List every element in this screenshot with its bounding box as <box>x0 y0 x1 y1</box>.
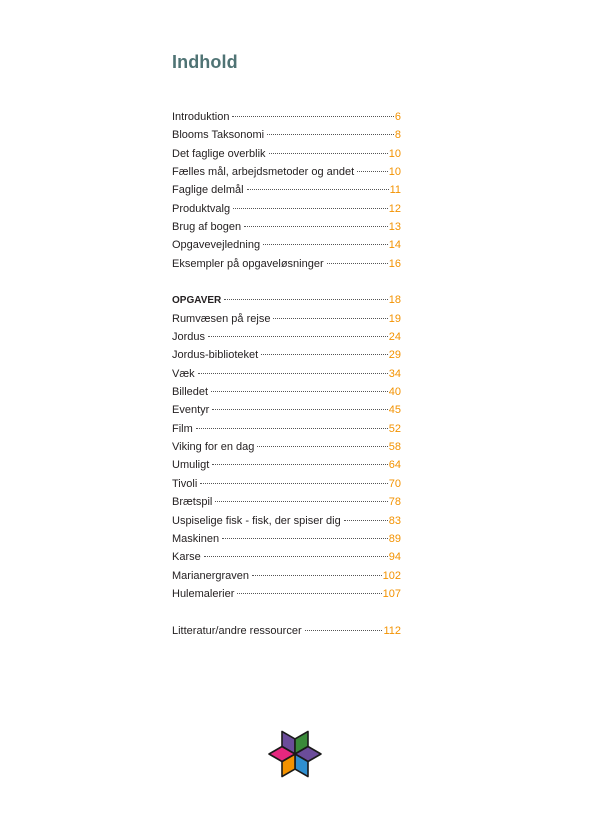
toc-entry-label: Væk <box>172 367 195 380</box>
toc-intro-group <box>172 108 401 273</box>
toc-entry-page: 13 <box>388 221 401 234</box>
toc-entry-page: 24 <box>388 331 401 344</box>
toc-entry-page: 19 <box>388 312 401 325</box>
dot-leader <box>224 299 387 300</box>
toc-entry[interactable] <box>172 255 401 273</box>
toc-entry-page: 107 <box>382 587 401 600</box>
toc-entry-page: 40 <box>388 386 401 399</box>
dot-leader <box>257 446 387 447</box>
toc-entry-page: 10 <box>388 166 401 179</box>
toc-entry[interactable] <box>172 145 401 163</box>
dot-leader <box>196 428 388 429</box>
toc-entry-page: 94 <box>388 551 401 564</box>
toc-entry-label: Umuligt <box>172 459 210 472</box>
toc-entry-label: Det faglige overblik <box>172 147 266 160</box>
toc-entry[interactable] <box>172 438 401 456</box>
toc-entry-label: Fælles mål, arbejdsmetoder og andet <box>172 166 355 179</box>
toc-tasks-group <box>172 291 401 603</box>
page-title: Indhold <box>172 52 238 72</box>
toc-entry-label: Brug af bogen <box>172 221 242 234</box>
dot-leader <box>215 501 387 502</box>
toc-entry-label: Brætspil <box>172 496 213 509</box>
toc-entry[interactable] <box>172 181 401 199</box>
dot-leader <box>212 464 387 465</box>
toc-entry-label: Introduktion <box>172 111 230 123</box>
toc-entry[interactable] <box>172 328 401 346</box>
toc-entry-page: 12 <box>388 202 401 215</box>
toc-entry-page: 89 <box>388 532 401 545</box>
toc-entry-page: 102 <box>382 569 401 582</box>
toc-entry-page: 16 <box>388 257 401 270</box>
dot-leader <box>247 189 389 190</box>
toc-entry-page: 6 <box>394 111 401 123</box>
toc-entry[interactable] <box>172 218 401 236</box>
dot-leader <box>211 391 388 392</box>
toc-entry[interactable] <box>172 310 401 328</box>
toc-entry[interactable] <box>172 163 401 181</box>
toc-entry[interactable] <box>172 401 401 419</box>
dot-leader <box>261 354 388 355</box>
dot-leader <box>208 336 388 337</box>
toc-section-heading[interactable] <box>172 291 401 309</box>
toc-section-label: OPGAVER <box>172 295 222 307</box>
toc-entry-label: Uspiselige fisk - fisk, der spiser dig <box>172 514 341 527</box>
toc-entry-label: Billedet <box>172 386 209 399</box>
toc-entry[interactable] <box>172 475 401 493</box>
dot-leader <box>233 208 388 209</box>
table-of-contents <box>172 108 401 640</box>
toc-entry-page: 70 <box>388 477 401 490</box>
dot-leader <box>222 538 388 539</box>
toc-entry-label: Jordus-biblioteket <box>172 349 259 362</box>
toc-entry-page: 52 <box>388 422 401 435</box>
dot-leader <box>327 263 388 264</box>
dot-leader <box>263 244 388 245</box>
toc-entry[interactable] <box>172 530 401 548</box>
dot-leader <box>344 520 388 521</box>
dot-leader <box>305 630 383 631</box>
toc-entry-label: Jordus <box>172 331 206 344</box>
toc-entry-page: 83 <box>388 514 401 527</box>
toc-entry-label: Hulemalerier <box>172 587 235 600</box>
toc-entry-label: Karse <box>172 551 201 564</box>
toc-entry-label: Viking for en dag <box>172 441 255 454</box>
toc-entry-page: 112 <box>383 624 401 637</box>
star-flower-logo-icon <box>262 724 328 784</box>
toc-entry[interactable] <box>172 346 401 364</box>
toc-entry-page: 34 <box>388 367 401 380</box>
toc-entry[interactable] <box>172 512 401 530</box>
toc-entry-page: 14 <box>388 239 401 252</box>
toc-entry[interactable] <box>172 548 401 566</box>
toc-entry[interactable] <box>172 567 401 585</box>
toc-entry-label: Faglige delmål <box>172 184 244 197</box>
toc-entry[interactable] <box>172 383 401 401</box>
toc-entry[interactable] <box>172 456 401 474</box>
toc-entry-page: 45 <box>388 404 401 417</box>
toc-entry-label: Eventyr <box>172 404 210 417</box>
toc-entry[interactable] <box>172 585 401 603</box>
toc-entry[interactable] <box>172 126 401 144</box>
toc-entry-label: Film <box>172 422 193 435</box>
dot-leader <box>237 593 381 594</box>
dot-leader <box>252 575 382 576</box>
toc-entry-page: 8 <box>394 129 401 142</box>
toc-entry-page: 18 <box>388 294 401 307</box>
toc-entry-label: Produktvalg <box>172 202 231 215</box>
toc-entry[interactable] <box>172 200 401 218</box>
dot-leader <box>232 116 393 117</box>
toc-entry-page: 29 <box>388 349 401 362</box>
toc-entry-label: Rumvæsen på rejse <box>172 312 271 325</box>
toc-entry-label: Opgavevejledning <box>172 239 261 252</box>
toc-entry[interactable] <box>172 622 401 640</box>
toc-entry[interactable] <box>172 236 401 254</box>
toc-entry-page: 64 <box>388 459 401 472</box>
toc-resources-group <box>172 622 401 640</box>
toc-entry-page: 58 <box>388 441 401 454</box>
dot-leader <box>273 318 387 319</box>
toc-entry[interactable] <box>172 420 401 438</box>
toc-entry-page: 11 <box>389 184 401 197</box>
dot-leader <box>267 134 394 135</box>
toc-entry-label: Maskinen <box>172 532 220 545</box>
toc-entry-label: Marianergraven <box>172 569 250 582</box>
dot-leader <box>244 226 388 227</box>
toc-entry-label: Blooms Taksonomi <box>172 129 265 142</box>
dot-leader <box>198 373 388 374</box>
dot-leader <box>204 556 388 557</box>
toc-entry-label: Eksempler på opgaveløsninger <box>172 257 324 270</box>
dot-leader <box>269 153 388 154</box>
dot-leader <box>357 171 388 172</box>
toc-entry-page: 10 <box>388 147 401 160</box>
toc-entry[interactable] <box>172 108 401 126</box>
dot-leader <box>212 409 387 410</box>
dot-leader <box>200 483 387 484</box>
toc-entry-page: 78 <box>388 496 401 509</box>
toc-entry[interactable] <box>172 493 401 511</box>
toc-entry[interactable] <box>172 365 401 383</box>
toc-entry-label: Litteratur/andre ressourcer <box>172 624 302 637</box>
toc-entry-label: Tivoli <box>172 477 198 490</box>
